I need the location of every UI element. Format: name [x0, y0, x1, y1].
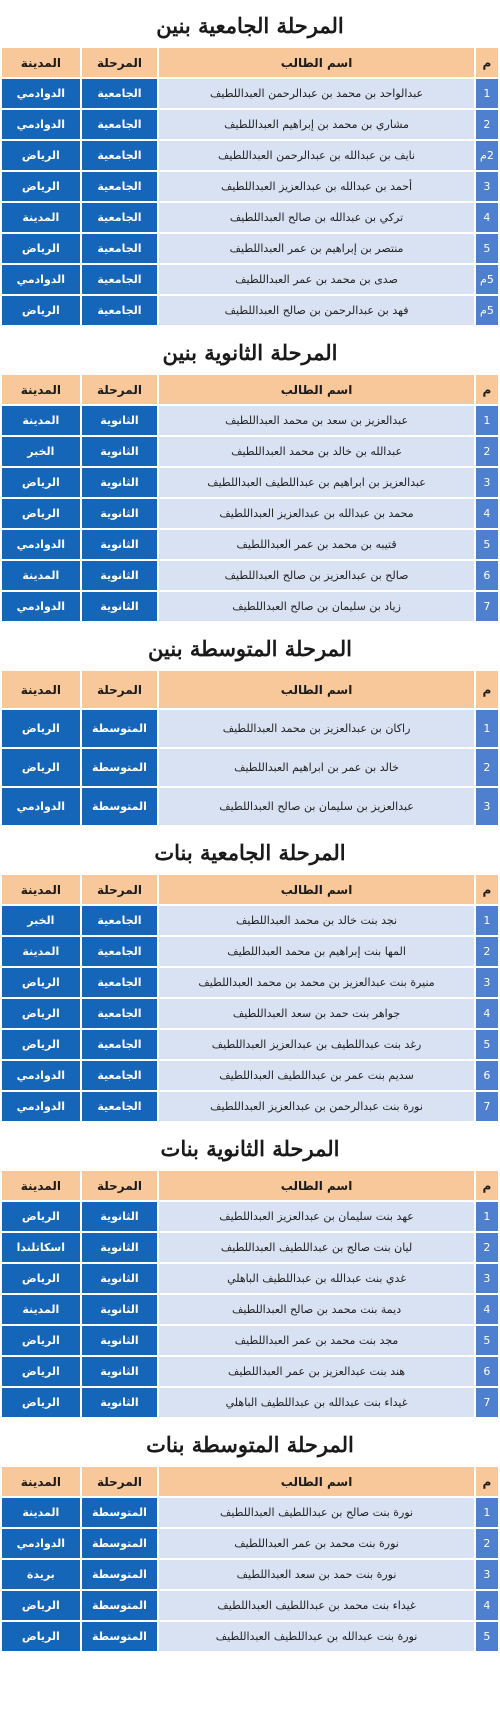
header-stage: المرحلة: [82, 1171, 158, 1200]
row-stage: المتوسطة: [82, 1560, 158, 1589]
row-city: المدينة: [2, 203, 80, 232]
row-name: عبدالعزيز بن سليمان بن صالح العبداللطيف: [159, 788, 474, 825]
table-row: [2, 499, 498, 528]
row-num: 5: [476, 1326, 498, 1355]
row-name: ديمة بنت محمد بن صالح العبداللطيف: [159, 1295, 474, 1324]
students-table: [0, 46, 500, 327]
table-row: [2, 906, 498, 935]
row-city: المدينة: [2, 937, 80, 966]
row-stage: المتوسطة: [82, 710, 158, 747]
table-row: [2, 788, 498, 825]
row-num: 5م: [476, 296, 498, 325]
row-num: 5: [476, 530, 498, 559]
header-name: اسم الطالب: [159, 1171, 474, 1200]
header-city: المدينة: [2, 875, 80, 904]
row-name: خالد بن عمر بن ابراهيم العبداللطيف: [159, 749, 474, 786]
row-stage: الجامعية: [82, 999, 158, 1028]
row-num: 7: [476, 592, 498, 621]
row-name: مشاري بن محمد بن إبراهيم العبداللطيف: [159, 110, 474, 139]
row-num: 1: [476, 906, 498, 935]
table-row: [2, 265, 498, 294]
row-city: الرياض: [2, 296, 80, 325]
section-title: المرحلة المتوسطة بنات: [146, 1432, 354, 1457]
table-row: [2, 999, 498, 1028]
row-stage: الجامعية: [82, 172, 158, 201]
row-city: المدينة: [2, 561, 80, 590]
row-city: بريدة: [2, 1560, 80, 1589]
row-name: نايف بن عبدالله بن عبدالرحمن العبداللطيف: [159, 141, 474, 170]
table-row: [2, 749, 498, 786]
table-row: [2, 1591, 498, 1620]
row-stage: الثانوية: [82, 592, 158, 621]
table-row: [2, 592, 498, 621]
header-name: اسم الطالب: [159, 48, 474, 77]
table-row: [2, 1202, 498, 1231]
row-num: 4: [476, 999, 498, 1028]
row-stage: الجامعية: [82, 906, 158, 935]
section-university-girls: [0, 827, 500, 1123]
row-name: المها بنت إبراهيم بن محمد العبداللطيف: [159, 937, 474, 966]
students-table: [0, 1465, 500, 1653]
row-stage: الثانوية: [82, 1295, 158, 1324]
header-name: اسم الطالب: [159, 671, 474, 708]
row-stage: الجامعية: [82, 141, 158, 170]
table-row: [2, 1357, 498, 1386]
row-name: سديم بنت عمر بن عبداللطيف العبداللطيف: [159, 1061, 474, 1090]
row-name: مجد بنت محمد بن عمر العبداللطيف: [159, 1326, 474, 1355]
row-city: الدوادمي: [2, 110, 80, 139]
row-num: 5: [476, 1622, 498, 1651]
table-row: [2, 234, 498, 263]
row-city: الرياض: [2, 1264, 80, 1293]
row-stage: الثانوية: [82, 1357, 158, 1386]
row-city: الدوادمي: [2, 530, 80, 559]
row-num: 6: [476, 561, 498, 590]
row-city: اسكاتلندا: [2, 1233, 80, 1262]
header-name: اسم الطالب: [159, 875, 474, 904]
row-stage: الثانوية: [82, 561, 158, 590]
row-stage: المتوسطة: [82, 1529, 158, 1558]
row-city: الرياض: [2, 141, 80, 170]
header-city: المدينة: [2, 375, 80, 404]
table-row: [2, 561, 498, 590]
section-title: المرحلة الثانوية بنات: [160, 1136, 340, 1161]
row-num: 5م: [476, 265, 498, 294]
row-stage: الجامعية: [82, 110, 158, 139]
row-stage: الجامعية: [82, 203, 158, 232]
row-city: الرياض: [2, 1357, 80, 1386]
header-city: المدينة: [2, 1171, 80, 1200]
section-title: المرحلة الجامعية بنين: [156, 13, 344, 38]
section-secondary-boys: [0, 327, 500, 623]
header-name: اسم الطالب: [159, 375, 474, 404]
row-city: الرياض: [2, 1030, 80, 1059]
row-stage: المتوسطة: [82, 1498, 158, 1527]
students-table: [0, 873, 500, 1123]
row-name: نورة بنت حمد بن سعد العبداللطيف: [159, 1560, 474, 1589]
row-city: الرياض: [2, 499, 80, 528]
row-stage: الجامعية: [82, 265, 158, 294]
row-stage: الثانوية: [82, 1202, 158, 1231]
row-city: الرياض: [2, 1591, 80, 1620]
row-name: جواهر بنت حمد بن سعد العبداللطيف: [159, 999, 474, 1028]
row-name: قتيبه بن محمد بن عمر العبداللطيف: [159, 530, 474, 559]
row-name: منيرة بنت عبدالعزيز بن محمد بن محمد العبداللطيف: [159, 968, 474, 997]
row-stage: الثانوية: [82, 406, 158, 435]
row-city: الرياض: [2, 468, 80, 497]
section-secondary-girls: [0, 1123, 500, 1419]
row-city: الرياض: [2, 999, 80, 1028]
row-stage: الثانوية: [82, 1233, 158, 1262]
table-row: [2, 1529, 498, 1558]
table-row: [2, 1388, 498, 1417]
row-name: عبدالواحد بن محمد بن عبدالرحمن العبداللطيف: [159, 79, 474, 108]
section-intermediate-girls: [0, 1419, 500, 1653]
row-name: أحمد بن عبدالله بن عبدالعزيز العبداللطيف: [159, 172, 474, 201]
row-city: الدوادمي: [2, 592, 80, 621]
row-city: الخبر: [2, 906, 80, 935]
row-stage: الجامعية: [82, 296, 158, 325]
row-name: نورة بنت صالح بن عبداللطيف العبداللطيف: [159, 1498, 474, 1527]
table-row: [2, 1326, 498, 1355]
row-name: نورة بنت محمد بن عمر العبداللطيف: [159, 1529, 474, 1558]
students-table: [0, 373, 500, 623]
row-num: 7: [476, 1092, 498, 1121]
table-header-row: [2, 375, 498, 404]
header-name: اسم الطالب: [159, 1467, 474, 1496]
row-num: 2م: [476, 141, 498, 170]
row-name: نورة بنت عبدالرحمن بن عبدالعزيز العبداللطيف: [159, 1092, 474, 1121]
row-num: 6: [476, 1357, 498, 1386]
row-city: المدينة: [2, 1498, 80, 1527]
row-name: منتصر بن إبراهيم بن عمر العبداللطيف: [159, 234, 474, 263]
row-name: فهد بن عبدالرحمن بن صالح العبداللطيف: [159, 296, 474, 325]
row-name: نورة بنت عبدالله بن عبداللطيف العبداللطيف: [159, 1622, 474, 1651]
row-num: 4: [476, 203, 498, 232]
row-city: الدوادمي: [2, 265, 80, 294]
row-city: الرياض: [2, 234, 80, 263]
row-num: 4: [476, 1295, 498, 1324]
section-intermediate-boys: [0, 623, 500, 827]
row-num: 1: [476, 1498, 498, 1527]
table-row: [2, 1061, 498, 1090]
row-city: الرياض: [2, 1326, 80, 1355]
row-city: الدوادمي: [2, 788, 80, 825]
row-stage: الجامعية: [82, 1092, 158, 1121]
table-header-row: [2, 48, 498, 77]
header-num: م: [476, 1171, 498, 1200]
row-city: الرياض: [2, 749, 80, 786]
row-name: غدي بنت عبدالله بن عبداللطيف الباهلي: [159, 1264, 474, 1293]
students-table: [0, 669, 500, 827]
table-row: [2, 437, 498, 466]
row-num: 5: [476, 1030, 498, 1059]
row-stage: الجامعية: [82, 1030, 158, 1059]
row-city: الرياض: [2, 968, 80, 997]
row-city: الدوادمي: [2, 1061, 80, 1090]
row-num: 1: [476, 79, 498, 108]
table-row: [2, 172, 498, 201]
table-row: [2, 203, 498, 232]
row-stage: الجامعية: [82, 937, 158, 966]
row-name: عهد بنت سليمان بن عبدالعزيز العبداللطيف: [159, 1202, 474, 1231]
row-city: الرياض: [2, 172, 80, 201]
table-row: [2, 710, 498, 747]
row-num: 7: [476, 1388, 498, 1417]
row-num: 2: [476, 749, 498, 786]
row-name: صالح بن عبدالعزيز بن صالح العبداللطيف: [159, 561, 474, 590]
row-num: 4: [476, 1591, 498, 1620]
row-name: صدى بن محمد بن عمر العبداللطيف: [159, 265, 474, 294]
row-stage: المتوسطة: [82, 1622, 158, 1651]
header-city: المدينة: [2, 671, 80, 708]
row-num: 1: [476, 710, 498, 747]
row-stage: الثانوية: [82, 1264, 158, 1293]
header-stage: المرحلة: [82, 1467, 158, 1496]
table-row: [2, 968, 498, 997]
table-row: [2, 1622, 498, 1651]
header-city: المدينة: [2, 48, 80, 77]
row-stage: الثانوية: [82, 530, 158, 559]
row-city: الرياض: [2, 1622, 80, 1651]
row-num: 3: [476, 1264, 498, 1293]
row-city: الرياض: [2, 1202, 80, 1231]
row-city: الرياض: [2, 1388, 80, 1417]
row-city: المدينة: [2, 406, 80, 435]
row-city: الدوادمي: [2, 79, 80, 108]
row-name: نجد بنت خالد بن محمد العبداللطيف: [159, 906, 474, 935]
table-row: [2, 1264, 498, 1293]
table-header-row: [2, 875, 498, 904]
row-city: الرياض: [2, 710, 80, 747]
table-row: [2, 406, 498, 435]
row-name: رغد بنت عبداللطيف بن عبدالعزيز العبداللطيف: [159, 1030, 474, 1059]
row-stage: الجامعية: [82, 79, 158, 108]
row-name: تركي بن عبدالله بن صالح العبداللطيف: [159, 203, 474, 232]
row-stage: الجامعية: [82, 1061, 158, 1090]
row-num: 5: [476, 234, 498, 263]
header-city: المدينة: [2, 1467, 80, 1496]
row-num: 3: [476, 468, 498, 497]
header-stage: المرحلة: [82, 671, 158, 708]
row-stage: المتوسطة: [82, 749, 158, 786]
row-city: المدينة: [2, 1295, 80, 1324]
header-num: م: [476, 1467, 498, 1496]
row-city: الخبر: [2, 437, 80, 466]
section-title: المرحلة الثانوية بنين: [162, 340, 338, 365]
table-row: [2, 1030, 498, 1059]
row-name: زياد بن سليمان بن صالح العبداللطيف: [159, 592, 474, 621]
row-stage: المتوسطة: [82, 788, 158, 825]
row-name: عبدالله بن خالد بن محمد العبداللطيف: [159, 437, 474, 466]
row-num: 3: [476, 968, 498, 997]
row-stage: المتوسطة: [82, 1591, 158, 1620]
row-city: الدوادمي: [2, 1529, 80, 1558]
section-title: المرحلة المتوسطة بنين: [148, 636, 352, 661]
row-num: 3: [476, 1560, 498, 1589]
row-num: 6: [476, 1061, 498, 1090]
row-name: راكان بن عبدالعزيز بن محمد العبداللطيف: [159, 710, 474, 747]
table-row: [2, 937, 498, 966]
row-num: 1: [476, 1202, 498, 1231]
table-row: [2, 1498, 498, 1527]
table-row: [2, 530, 498, 559]
row-name: عبدالعزيز بن ابراهيم بن عبداللطيف العبداللطيف: [159, 468, 474, 497]
row-stage: الجامعية: [82, 234, 158, 263]
header-num: م: [476, 875, 498, 904]
row-name: عبدالعزيز بن سعد بن محمد العبداللطيف: [159, 406, 474, 435]
row-num: 4: [476, 499, 498, 528]
row-num: 2: [476, 1529, 498, 1558]
row-num: 2: [476, 1233, 498, 1262]
section-university-boys: [0, 0, 500, 327]
table-row: [2, 110, 498, 139]
header-num: م: [476, 375, 498, 404]
students-table: [0, 1169, 500, 1419]
row-stage: الثانوية: [82, 1388, 158, 1417]
row-city: الدوادمي: [2, 1092, 80, 1121]
row-num: 2: [476, 110, 498, 139]
row-stage: الثانوية: [82, 1326, 158, 1355]
header-stage: المرحلة: [82, 48, 158, 77]
row-name: هند بنت عبدالعزيز بن عمر العبداللطيف: [159, 1357, 474, 1386]
row-num: 1: [476, 406, 498, 435]
row-stage: الجامعية: [82, 968, 158, 997]
table-row: [2, 1560, 498, 1589]
table-header-row: [2, 1171, 498, 1200]
header-num: م: [476, 671, 498, 708]
row-name: غيداء بنت عبدالله بن عبداللطيف الباهلي: [159, 1388, 474, 1417]
row-num: 3: [476, 172, 498, 201]
row-name: محمد بن عبدالله بن عبدالعزيز العبداللطيف: [159, 499, 474, 528]
table-row: [2, 1295, 498, 1324]
table-row: [2, 1233, 498, 1262]
table-row: [2, 296, 498, 325]
section-title: المرحلة الجامعية بنات: [154, 840, 346, 865]
row-num: 2: [476, 437, 498, 466]
row-stage: الثانوية: [82, 437, 158, 466]
header-stage: المرحلة: [82, 375, 158, 404]
row-name: ليان بنت صالح بن عبداللطيف العبداللطيف: [159, 1233, 474, 1262]
table-header-row: [2, 1467, 498, 1496]
row-stage: الثانوية: [82, 468, 158, 497]
row-stage: الثانوية: [82, 499, 158, 528]
header-stage: المرحلة: [82, 875, 158, 904]
table-row: [2, 79, 498, 108]
row-name: غيداء بنت محمد بن عبداللطيف العبداللطيف: [159, 1591, 474, 1620]
table-row: [2, 141, 498, 170]
header-num: م: [476, 48, 498, 77]
table-header-row: [2, 671, 498, 708]
table-row: [2, 468, 498, 497]
table-row: [2, 1092, 498, 1121]
row-num: 3: [476, 788, 498, 825]
row-num: 2: [476, 937, 498, 966]
